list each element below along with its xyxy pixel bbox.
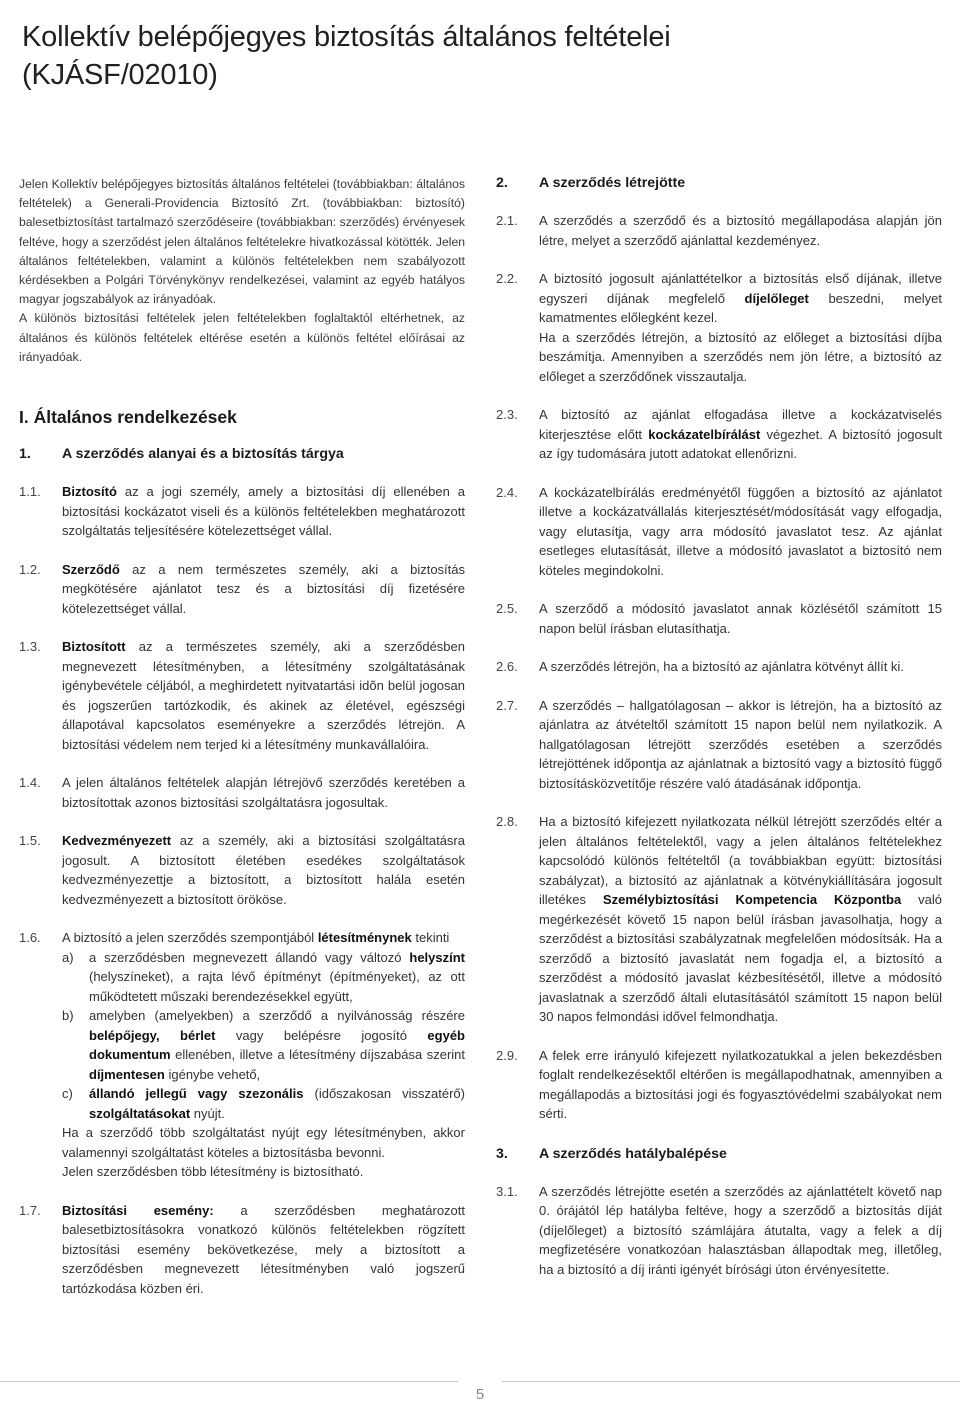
footer-rule: [0, 1381, 960, 1382]
defined-term: díjelőleget: [744, 290, 809, 306]
clause-text: Jelen szerződésben több létesítmény is biztosítható.: [62, 1164, 364, 1180]
footer-rule-left: [0, 1381, 458, 1382]
subsection-heading-2: [496, 175, 942, 191]
clause-number: 2.2.: [496, 271, 518, 286]
clause-text: A jelen általános feltételek alapján létrejövő szerződés keretében a biztosítottak azonos biztosítási szolgáltatásra jogosultak.: [62, 775, 465, 810]
defined-term: belépőjegy, bérlet: [89, 1027, 216, 1043]
defined-term: Biztosító: [62, 484, 117, 500]
subsection-title: A szerződés alanyai és a biztosítás tárgya: [62, 446, 344, 463]
clause-2-4: [496, 483, 942, 581]
clause-number: 1.1.: [19, 484, 41, 500]
clause-text: A szerződés létrejötte esetén a szerződés az ajánlattételt követő nap 0. órájától lép hatályba feltéve, hogy a szerződő a biztosítás díját (díjelőleget) a biztosító számlájára átutalta, vagy a felek a díj megfizetésére vonatkozóan halasztásban állapodtak meg, illetőleg, ha a biztosító a díj iránti igényét bírósági úton érvényesítette.: [539, 1183, 942, 1277]
clause-1-2: [19, 560, 465, 619]
clause-number: 2.5.: [496, 601, 518, 616]
clause-text: A szerződés a szerződő és a biztosító megállapodása alapján jön létre, melyet a szerződő ajánlattal kezdeményez.: [539, 213, 942, 248]
subsection-heading-1: [19, 446, 465, 462]
clause-text: Ha a biztosító kifejezett nyilatkozata nélkül létrejött szerződés eltér a jelen általános feltételektől, vagy a jelen általános feltételekhez kapcsolódó különös feltételtől (a továbbiakban együtt: biztosítási szabályzat), a biztosító az ajánlatnak a kötvénykiállítására jogosult illetékes: [539, 814, 942, 907]
defined-term: Biztosítási esemény:: [62, 1202, 214, 1218]
clause-number: 1.7.: [19, 1202, 41, 1218]
clause-2-8: [496, 812, 942, 1027]
clause-text: beszedni, melyet kamatmentes előlegként kezel.: [539, 290, 942, 325]
clause-number: 2.8.: [496, 814, 518, 829]
clause-text: való megérkezését követő 15 napon belül írásban javasolhatja, hogy a szerződést a biztosítási szabályzatnak megfelelően módosítsák. Ha a szerződő a biztosító javaslatát nem fogadja el, a biztosító a szerződést a módosító javaslat kézbesítésétől, illetve a módosító javaslatnak a szerződő általi elutasításától számított 15 napon belül 30 napos felmondási idővel felmondhatja.: [539, 892, 942, 1024]
intro-paragraph-2: A különös biztosítási feltételek jelen feltételekben foglaltaktól eltérhetnek, az általános és különös feltételek eltérése esetén a különös feltétel előírásai az irányadóak.: [19, 311, 465, 364]
clause-number: 2.1.: [496, 213, 518, 228]
left-column: [19, 175, 465, 1317]
clause-text: (helyszíneket), a rajta lévő építményt (építményeket), az ott működtetett műszaki berendezésekkel együtt,: [89, 969, 465, 1004]
clause-2-3: [496, 405, 942, 464]
clause-text: (időszakosan visszatérő): [303, 1086, 465, 1102]
clause-text: ellenében, illetve a létesítmény díjszabása szerint: [170, 1047, 465, 1063]
subsection-number: 3.: [496, 1145, 508, 1162]
clause-number: 1.5.: [19, 833, 41, 849]
clause-text: az a személy, aki a biztosítási szolgáltatásra jogosult. A biztosított életében esedékes szolgáltatások kedvezményezettje a biztosított, a biztosított halála esetén kedvezményezett a biztosított örököse.: [62, 833, 465, 907]
clause-1-1: [19, 482, 465, 541]
subsection-number: 1.: [19, 446, 31, 463]
defined-term: Kedvezményezett: [62, 833, 172, 849]
clause-text: igénybe vehető,: [164, 1066, 261, 1082]
clause-number: 1.3.: [19, 639, 41, 655]
clause-text: amelyben (amelyekben) a szerződő a nyilvánosság részére: [89, 1008, 465, 1024]
document-title: [22, 18, 922, 94]
clause-text: A kockázatelbírálás eredményétől függően a biztosító az ajánlatot illetve a kockázatvállalás kiterjesztését/módosítását vagy elfogadja, vagy elutasítja, vagy arra módosító javaslatot tesz. Az ajánlat esetleges elutasítását, illetve a módosító javaslatot a biztosító nem köteles megindokolni.: [539, 484, 942, 578]
list-item-b: [62, 1006, 465, 1084]
defined-term: Szerződő: [62, 561, 120, 577]
clause-number: 2.9.: [496, 1047, 518, 1063]
clause-1-5: [19, 831, 465, 909]
clause-text: Ha a szerződés létrejön, a biztosító az előleget a biztosítási díjba beszámítja. Amennyiben a szerződés nem jön létre, a biztosító az előleget a szerződőnek visszautalja.: [539, 329, 942, 384]
defined-term: létesítménynek: [317, 930, 412, 946]
right-column: [496, 175, 942, 1298]
clause-text: a szerződésben megnevezett állandó vagy változó: [89, 949, 410, 965]
clause-text: a szerződésben meghatározott balesetbiztosításokra vonatkozó különös feltételekben rögzített biztosítási esemény bekövetkezése, mely a biztosított a szerződésben megnevezett létesítményben való jogszerű tartózkodása közben éri.: [62, 1202, 466, 1296]
subsection-heading-3: [496, 1146, 942, 1162]
clause-number: 2.4.: [496, 484, 518, 500]
clause-text: A szerződés létrejön, ha a biztosító az ajánlatra kötvényt állít ki.: [539, 659, 904, 674]
title-line-2: (KJÁSF/02010): [22, 59, 218, 91]
title-line-1: Kollektív belépőjegyes biztosítás általános feltételei: [22, 21, 671, 53]
defined-term: helyszínt: [409, 949, 465, 965]
clause-1-7: [19, 1201, 465, 1299]
list-item-a: [62, 948, 465, 1007]
clause-1-6: [19, 928, 465, 1182]
clause-2-9: [496, 1046, 942, 1124]
clause-number: 2.7.: [496, 697, 518, 713]
clause-text: nyújt.: [190, 1105, 225, 1121]
page-number: 5: [475, 1386, 485, 1403]
clause-text: végezhet. A biztosító jogosult az így tudomására jutott adatokat ellenőrizni.: [539, 426, 942, 461]
list-item-c: [62, 1084, 465, 1123]
footer-rule-right: [502, 1381, 960, 1382]
clause-text: az a jogi személy, amely a biztosítási díj ellenében a biztosítási kockázatot viseli és a különös feltételekben meghatározott szolgáltatás teljesítésére kötelezettséget vállal.: [62, 484, 465, 539]
clause-number: 1.4.: [19, 775, 41, 791]
clause-text: A felek erre irányuló kifejezett nyilatkozatukkal a jelen bekezdésben foglalt rendelkezésektől eltérően is megállapodhatnak, amennyiben a megállapodás a biztosítási jogi és fogyasztóvédelmi szabályokat nem sérti.: [539, 1047, 942, 1121]
defined-term: díjmentesen: [89, 1066, 165, 1082]
defined-term: szolgáltatásokat: [89, 1105, 191, 1121]
clause-1-4: [19, 773, 465, 812]
clause-text: tekinti: [411, 930, 450, 946]
list-letter: c): [62, 1086, 73, 1102]
subsection-title: A szerződés létrejötte: [539, 175, 686, 191]
clause-text: vagy belépésre jogosító: [215, 1027, 428, 1043]
clause-3-1: [496, 1182, 942, 1280]
clause-number: 2.3.: [496, 407, 518, 422]
clause-2-2: [496, 269, 942, 386]
defined-term: állandó jellegű vagy szezonális: [89, 1086, 304, 1102]
clause-text: A biztosító az ajánlat elfogadása illetve a kockázatviselés kiterjesztése előtt: [539, 407, 942, 442]
list-letter: a): [62, 949, 74, 965]
clause-2-6: [496, 657, 942, 677]
defined-term: egyéb dokumentum: [89, 1027, 465, 1063]
clause-1-3: [19, 637, 465, 754]
clause-text: A biztosító a jelen szerződés szempontjából: [62, 930, 318, 946]
clause-text: A biztosító jogosult ajánlattételkor a biztosítás első díjának, illetve egyszeri díjának megfelelő: [539, 271, 942, 306]
clause-text: Ha a szerződő több szolgáltatást nyújt egy létesítményben, akkor valamennyi szolgáltatást köteles a biztosításba bevonni.: [62, 1125, 465, 1160]
intro-paragraph-1: Jelen Kollektív belépőjegyes biztosítás általános feltételei (továbbiakban: általános feltételek) a Generali-Providencia Biztosító Zrt. (továbbiakban: biztosító) balesetbiztosítást tartalmazó szerződéseire (továbbiakban: szerződés) érvényesek feltéve, hogy a szerződést jelen általános feltételekre hivatkozással kötötték. Jelen általános feltételekben, valamint a különös feltételekben nem szabályozott kérdésekben a Polgári Törvénykönyv rendelkezései, valamint az egyéb hatályos magyar jogszabályok az irányadóak.: [19, 177, 465, 307]
subsection-title: A szerződés hatálybalépése: [539, 1145, 727, 1162]
clause-text: A szerződés – hallgatólagosan – akkor is létrejön, ha a biztosító az ajánlatra az átvételtől számított 15 napon belül nem nyilatkozik. A hallgatólagosan létrejött szerződés esetében a szerződés létrejöttének időpontja az ajánlatnak a biztosító vagy a biztosító függő biztosításközvetítője részére való átadásának időpontja.: [539, 697, 942, 791]
clause-2-7: [496, 696, 942, 794]
clause-2-1: [496, 211, 942, 250]
subsection-number: 2.: [496, 175, 508, 191]
clause-text: A szerződő a módosító javaslatot annak közlésétől számított 15 napon belül írásban elutasíthatja.: [539, 601, 942, 636]
defined-term: Biztosított: [62, 639, 126, 655]
clause-number: 1.6.: [19, 930, 41, 946]
defined-term: kockázatelbírálást: [648, 426, 761, 442]
clause-text: az a nem természetes személy, aki a biztosítás megkötésére ajánlatot tesz és a biztosítási díj fizetésére kötelezettséget vállal.: [62, 561, 465, 616]
intro-text: [19, 175, 465, 367]
section-heading-general: I. Általános rendelkezések: [19, 407, 237, 428]
clause-number: 1.2.: [19, 561, 41, 577]
clause-2-5: [496, 599, 942, 638]
clause-text: az a természetes személy, aki a szerződésben megnevezett létesítményben, a létesítmény szolgáltatásának igénybevétele céljából, a meghirdetett nyitvatartási idõn belül jogosan és jogszerűen tartózkodik, és akinek az életével, egészségi állapotával kapcsolatos eseményekre a szerződés létrejön. A biztosítási védelem nem terjed ki a létesítmény munkavállalóira.: [62, 639, 465, 752]
clause-number: 3.1.: [496, 1183, 518, 1199]
defined-term: Személybiztosítási Kompetencia Központba: [602, 892, 902, 907]
list-letter: b): [62, 1008, 74, 1024]
clause-number: 2.6.: [496, 659, 518, 674]
